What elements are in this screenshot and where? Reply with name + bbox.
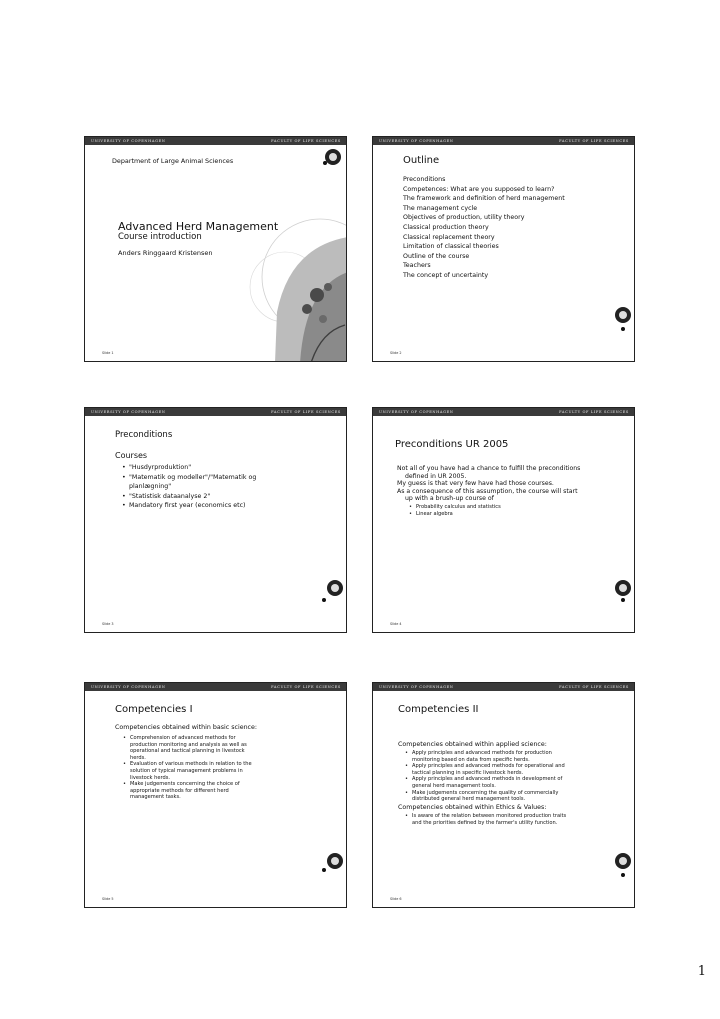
slide-6 — [372, 682, 635, 908]
outline-item: Preconditions — [403, 176, 446, 183]
list-item: • Apply principles and advanced methods for operational and — [403, 763, 565, 770]
slide-title: Competencies II — [398, 704, 479, 715]
list-item: • "Husdyrproduktion" — [120, 463, 256, 473]
list-item: • "Matematik og modeller"/"Matematik og — [120, 473, 256, 483]
list-item-continuation: operational and tactical planning in livestock — [130, 748, 245, 755]
outline-item: Outline of the course — [403, 252, 470, 260]
list-item: • Make judgements concerning the choice of — [121, 781, 252, 788]
slide-4 — [372, 407, 635, 633]
list-item: • Mandatory first year (economics etc) — [120, 501, 256, 511]
logo-dot-icon — [323, 161, 327, 165]
body-text — [397, 465, 580, 503]
slide-title: Advanced Herd Management — [118, 220, 279, 233]
university-seal-icon — [327, 580, 343, 596]
outline-item: Classical production theory — [403, 223, 489, 231]
list-item: • Apply principles and advanced methods in development of — [403, 776, 565, 783]
courses-heading: Courses — [115, 451, 148, 460]
body-line: defined in UR 2005. — [405, 472, 467, 480]
list-item: • Is aware of the relation between monitored production traits — [403, 813, 566, 820]
list-item: • "Statistisk dataanalyse 2" — [120, 492, 256, 502]
slide-header: UNIVERSITY OF COPENHAGEN FACULTY OF LIFE SCIENCES — [373, 408, 634, 416]
list-item: • Evaluation of various methods in relation to the — [121, 761, 252, 768]
body-line: As a consequence of this assumption, the course will start — [397, 487, 578, 495]
lead-text: Competencies obtained within basic science: — [115, 724, 258, 731]
list-item: • Apply principles and advanced methods for production — [403, 750, 565, 757]
page-number: 1 — [697, 964, 706, 979]
slide-number: Slide 1 — [102, 351, 114, 355]
slide-title: Outline — [403, 155, 440, 166]
logo-dot-icon — [322, 868, 326, 872]
outline-list — [403, 175, 565, 281]
logo-dot-icon — [621, 598, 625, 602]
logo-dot-icon — [621, 873, 625, 877]
list-item: • Comprehension of advanced methods for — [121, 735, 252, 742]
outline-item: Objectives of production, utility theory — [403, 214, 525, 222]
slide-title: Competencies I — [115, 704, 193, 715]
list-item: • Linear algebra — [407, 511, 501, 518]
competency-list — [403, 750, 565, 803]
slide-number: Slide 5 — [102, 897, 114, 901]
slide-author: Anders Ringgaard Kristensen — [118, 249, 213, 257]
lead-text-2: Competencies obtained within Ethics & Values: — [398, 804, 547, 811]
ethics-list — [403, 813, 566, 826]
slide-number: Slide 2 — [390, 351, 402, 355]
university-seal-icon — [325, 149, 341, 165]
list-item-continuation: herds. — [130, 754, 146, 761]
list-item: • Make judgements concerning the quality of commercially — [403, 790, 565, 797]
slide-3 — [84, 407, 347, 633]
university-seal-icon — [615, 853, 631, 869]
outline-item: The framework and definition of herd management — [403, 195, 565, 203]
list-item-continuation: monitoring based on data from specific herds. — [412, 756, 530, 763]
list-item-continuation: general herd management tools. — [412, 782, 496, 789]
list-item-continuation: distributed general herd management tools. — [412, 796, 526, 803]
list-item-continuation: planlægning" — [129, 483, 172, 491]
department-name: Department of Large Animal Sciences — [112, 157, 234, 165]
list-item-continuation: tactical planning in specific livestock herds. — [412, 769, 524, 776]
slide-title: Preconditions UR 2005 — [395, 439, 509, 450]
outline-item: Teachers — [403, 262, 431, 270]
outline-item: Classical replacement theory — [403, 233, 495, 241]
university-seal-icon — [615, 580, 631, 596]
lead-text: Competencies obtained within applied science: — [398, 741, 547, 748]
outline-item: Competences: What are you supposed to learn? — [403, 185, 555, 193]
list-item-continuation: livestock herds. — [130, 774, 170, 781]
slide-5 — [84, 682, 347, 908]
list-item-continuation: and the priorities defined by the farmer's utility function. — [412, 819, 558, 826]
competency-list — [121, 735, 252, 801]
slide-number: Slide 4 — [390, 622, 402, 626]
list-item: • Probability calculus and statistics — [407, 504, 501, 511]
slide-title: Preconditions — [115, 430, 173, 440]
university-seal-icon — [615, 307, 631, 323]
slide-header: UNIVERSITY OF COPENHAGEN FACULTY OF LIFE SCIENCES — [85, 408, 346, 416]
courses-list — [120, 463, 256, 511]
logo-dot-icon — [322, 598, 326, 602]
outline-item: The management cycle — [403, 204, 478, 212]
list-item-continuation: management tasks. — [130, 794, 181, 801]
slide-subtitle: Course introduction — [118, 232, 202, 242]
list-item-continuation: production monitoring and analysis as well as — [130, 741, 247, 748]
slide-header: UNIVERSITY OF COPENHAGEN FACULTY OF LIFE SCIENCES — [85, 683, 346, 691]
body-line: My guess is that very few have had those courses. — [397, 480, 554, 488]
list-item-continuation: appropriate methods for different herd — [130, 787, 229, 794]
slide-number: Slide 3 — [102, 622, 114, 626]
slide-header: UNIVERSITY OF COPENHAGEN FACULTY OF LIFE SCIENCES — [373, 137, 634, 145]
slide-number: Slide 6 — [390, 897, 402, 901]
body-line: up with a brush-up course of — [405, 495, 494, 503]
slide-2 — [372, 136, 635, 362]
list-item-continuation: solution of typical management problems in — [130, 767, 243, 774]
brush-up-list — [407, 504, 501, 517]
outline-item: Limitation of classical theories — [403, 243, 499, 251]
university-seal-icon — [327, 853, 343, 869]
body-line: Not all of you have had a chance to fulfill the preconditions — [397, 465, 581, 472]
slide-header: UNIVERSITY OF COPENHAGEN FACULTY OF LIFE SCIENCES — [85, 137, 346, 145]
slide-header: UNIVERSITY OF COPENHAGEN FACULTY OF LIFE SCIENCES — [373, 683, 634, 691]
slide-1 — [84, 136, 347, 362]
logo-dot-icon — [621, 327, 625, 331]
outline-item: The concept of uncertainty — [403, 271, 489, 279]
